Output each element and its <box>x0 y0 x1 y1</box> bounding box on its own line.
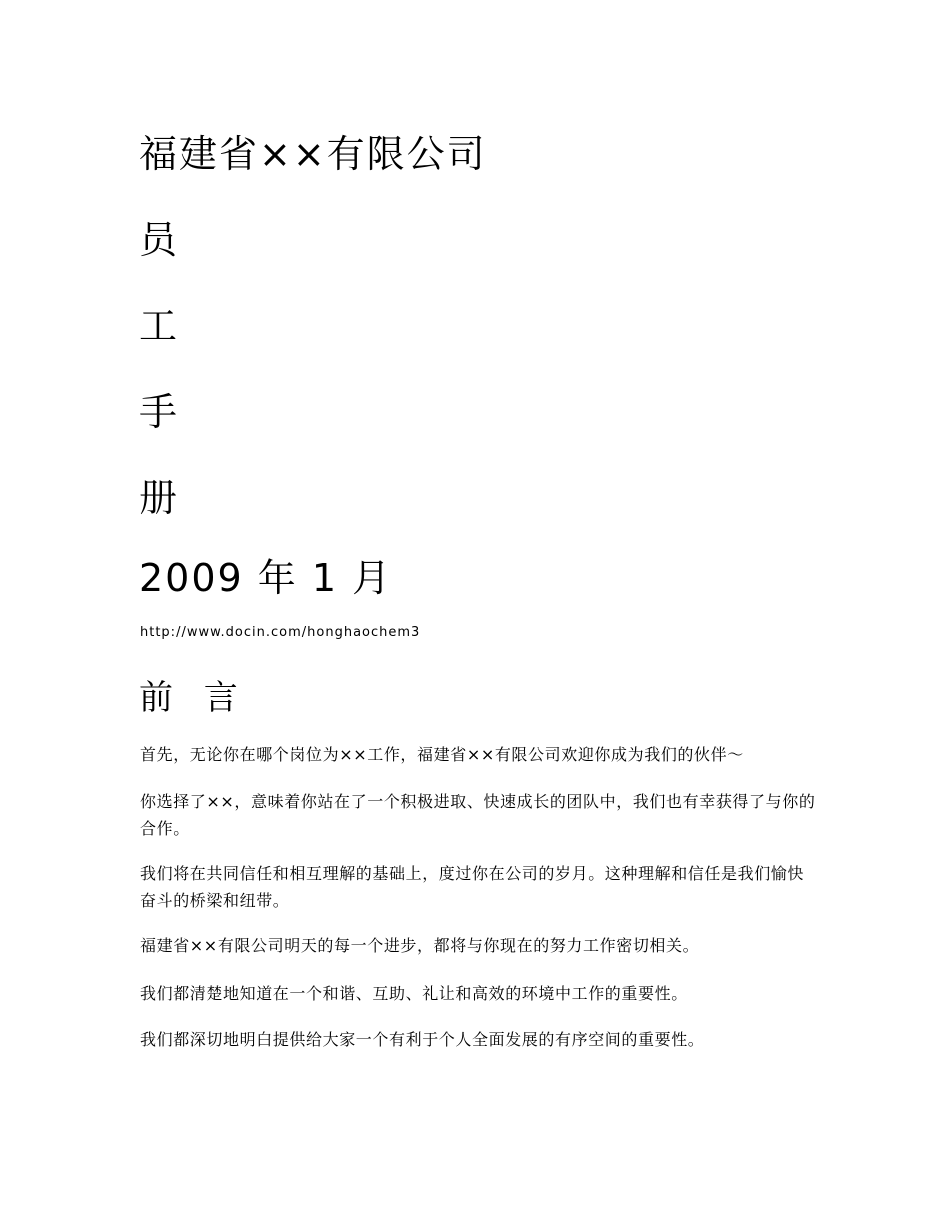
title-char-4: 册 <box>139 476 180 520</box>
cover-date: 2009 年 1 月 <box>139 556 393 600</box>
preface-paragraph-4: 福建省××有限公司明天的每一个进步，都将与你现在的努力工作密切相关。 <box>140 936 700 955</box>
preface-paragraph-6: 我们都深切地明白提供给大家一个有利于个人全面发展的有序空间的重要性。 <box>140 1030 705 1049</box>
source-url: http://www.docin.com/honghaochem3 <box>140 625 421 640</box>
title-char-2: 工 <box>139 304 180 348</box>
preface-heading: 前 言 <box>139 678 248 718</box>
title-char-3: 手 <box>139 390 180 434</box>
preface-paragraph-5: 我们都清楚地知道在一个和谐、互助、礼让和高效的环境中工作的重要性。 <box>140 984 688 1003</box>
company-name-title: 福建省××有限公司 <box>139 132 487 176</box>
preface-paragraph-1: 首先，无论你在哪个岗位为××工作，福建省××有限公司欢迎你成为我们的伙伴～ <box>140 745 744 764</box>
preface-paragraph-2: 你选择了××，意味着你站在了一个积极进取、快速成长的团队中，我们也有幸获得了与你的合作。 <box>140 792 816 838</box>
preface-paragraph-3: 我们将在共同信任和相互理解的基础上，度过你在公司的岁月。这种理解和信任是我们愉快奋斗的桥梁和纽带。 <box>140 864 805 910</box>
title-char-1: 员 <box>139 218 180 262</box>
